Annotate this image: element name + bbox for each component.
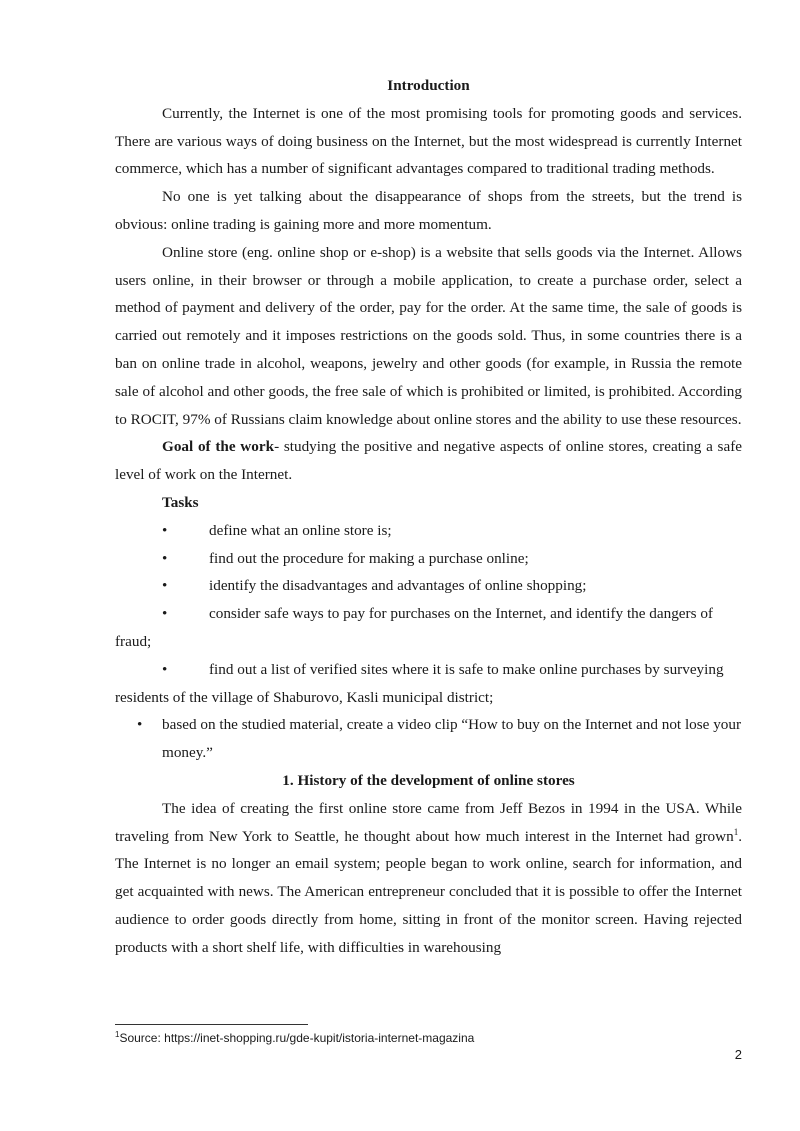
- bullet-icon: •: [162, 605, 168, 623]
- history-text-before-note: The idea of creating the first online store came from Jeff Bezos in 1994 in the USA. While traveling from New York to Seattle, he thought about how much interest in the Internet had grown: [115, 799, 742, 845]
- footnote-mark: 1: [115, 1030, 120, 1039]
- bullet-icon: •: [162, 549, 168, 567]
- task-item-2: [115, 545, 742, 573]
- intro-heading: Introduction: [387, 77, 470, 94]
- footnote: [115, 1030, 474, 1046]
- footnote-text[interactable]: Source: https://inet-shopping.ru/gde-kupit/istoria-internet-magazina: [119, 1031, 475, 1045]
- history-text-after-note: . The Internet is no longer an email system; people began to work online, search for information, and get acquainted with news. The American entrepreneur concluded that it is possible to offer the Internet audience to order goods directly from home, sitting in front of the monitor screen. Having rejected products with a short shelf life, with difficulties in warehousing: [115, 827, 742, 956]
- task-item-5: [115, 656, 742, 712]
- task-text-5: find out a list of verified sites where it is safe to make online purchases by surveying residents of the village of Shaburovo, Kasli municipal district;: [115, 660, 724, 706]
- intro-paragraph-2: No one is yet talking about the disappearance of shops from the streets, but the trend is obvious: online trading is gaining more and more momentum.: [115, 188, 742, 233]
- footnote-reference[interactable]: 1: [733, 826, 739, 837]
- history-paragraph-1: [115, 795, 742, 962]
- task-item-1: [115, 517, 742, 545]
- footnote-separator: [115, 1024, 308, 1025]
- history-heading: 1. History of the development of online stores: [282, 771, 575, 789]
- bullet-icon: •: [162, 521, 168, 539]
- task-item-6: [115, 711, 742, 767]
- task-text-4: consider safe ways to pay for purchases on the Internet, and identify the dangers of fraud;: [115, 605, 713, 650]
- bullet-icon: •: [137, 716, 143, 734]
- intro-paragraph-3: Online store (eng. online shop or e-shop) is a website that sells goods via the Internet. Allows users online, in their browser or through a mobile application, to create a purchase order, select a method of payment and delivery of the order, pay for the order. At the same time, the sale of goods is carried out remotely and it imposes restrictions on the goods sold. Thus, in some countries there is a ban on online trade in alcohol, weapons, jewelry and other goods (for example, in Russia the remote sale of alcohol and other goods, the free sale of which is prohibited or limited, is prohibited. According to ROCIT, 97% of Russians claim knowledge about online stores and the ability to use these resources.: [115, 243, 742, 428]
- task-text-1: define what an online store is;: [209, 521, 392, 539]
- goal-text: - studying the positive and negative aspects of online stores, creating a safe level of work on the Internet.: [115, 438, 742, 484]
- document-body: [115, 72, 742, 962]
- intro-paragraph-1: Currently, the Internet is one of the most promising tools for promoting goods and services. There are various ways of doing business on the Internet, but the most widespread is currently Internet commerce, which has a number of significant advantages compared to traditional trading methods.: [115, 104, 742, 178]
- goal-label: Goal of the work: [162, 438, 275, 456]
- bullet-icon: •: [162, 660, 168, 678]
- goal-paragraph: [115, 433, 742, 489]
- task-text-3: identify the disadvantages and advantages of online shopping;: [209, 577, 587, 595]
- bullet-icon: •: [162, 577, 168, 595]
- task-text-6: based on the studied material, create a video clip “How to buy on the Internet and not lose your money.”: [162, 716, 742, 762]
- task-text-2: find out the procedure for making a purchase online;: [209, 549, 529, 567]
- task-item-3: [115, 572, 742, 600]
- page-number: 2: [734, 1047, 742, 1062]
- task-item-4: [115, 600, 742, 656]
- tasks-title: Tasks: [162, 493, 199, 511]
